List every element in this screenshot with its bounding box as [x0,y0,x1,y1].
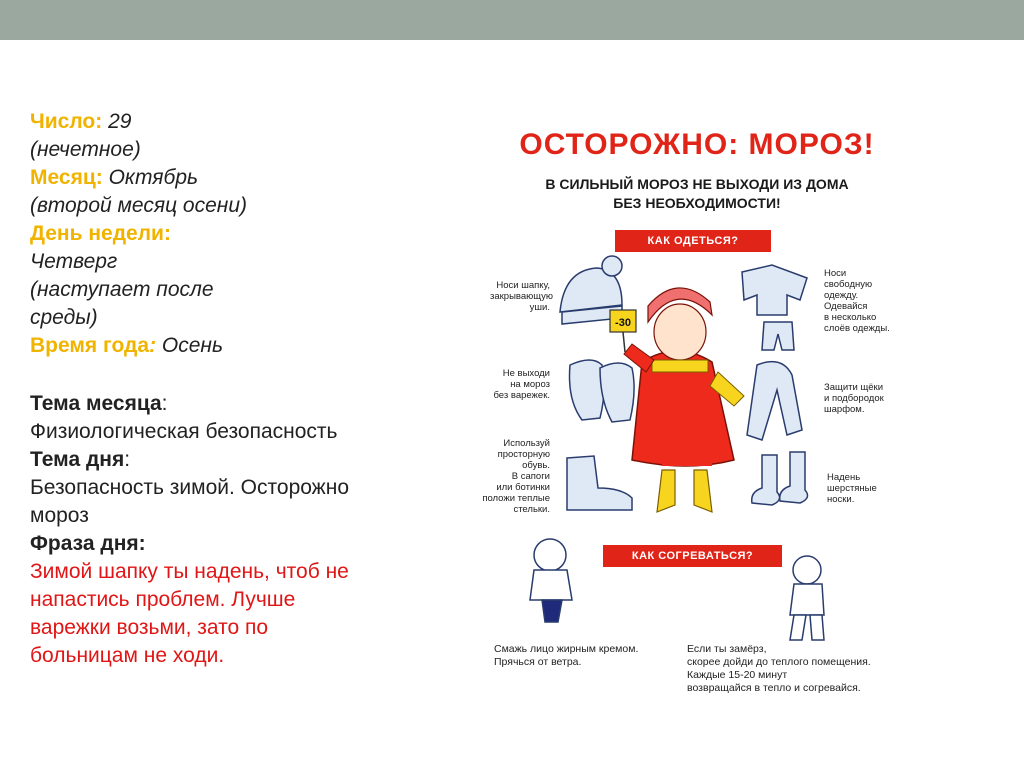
hat-note-2: закрывающую [490,291,554,302]
clothes-note-2: свободную [824,279,873,290]
shoes-note [482,438,550,515]
phrase-line-4: больницам не ходи. [30,644,225,667]
month-theme-value: Физиологическая безопасность [30,420,338,443]
info-panel [30,108,430,670]
clothes-note-5: в несколько [824,312,877,323]
shoes-note-1: Используй [503,438,550,449]
clothes-note [824,268,904,334]
clothes-note-3: одежду. [824,290,859,301]
kid-warm-illustration [790,556,824,640]
phrase-label: Фраза дня: [30,532,146,555]
scarf-note [824,382,904,415]
shoes-note-4: В сапоги [511,471,550,482]
shoes-note-5: или ботинки [496,482,550,493]
warm-note-4: возвращайся в тепло и согревайся. [687,682,861,694]
hat-note [490,280,554,313]
weekday-label: День недели: [30,222,171,245]
shoes-note-7: стельки. [513,504,550,515]
day-theme-colon: : [124,448,131,471]
day-theme-value-1: Безопасность зимой. Осторожно [30,476,350,499]
day-theme-line [30,446,430,474]
month-theme-label: Тема месяца [30,392,162,415]
mittens-icon [570,360,635,422]
hat-note-3: уши. [529,302,550,313]
cream-note-2: Прячься от ветра. [494,656,582,668]
spacer [30,360,430,390]
socks-icon [752,452,808,505]
cream-note [494,643,674,669]
scarf-icon [747,362,802,440]
season-line [30,332,430,360]
phrase-line-2: напастись проблем. Лучше [30,588,296,611]
top-bar [0,0,1024,40]
clothes-note-6: слоёв одежды. [824,323,890,334]
mittens-note-3: без варежек. [493,390,550,401]
hat-note-1: Носи шапку, [496,280,550,291]
scarf-note-1: Защити щёки [824,382,884,393]
socks-note-2: шерстяные [827,483,877,494]
phrase-line-1: Зимой шапку ты надень, чтоб не [30,560,349,583]
poster-subtitle-2: БЕЗ НЕОБХОДИМОСТИ! [613,195,781,211]
shoes-note-6: положи теплые [482,493,550,504]
month-label: Месяц: [30,166,103,189]
shoes-note-2: просторную [497,449,550,460]
boot-icon [567,456,632,510]
month-theme-colon: : [161,392,168,415]
clothes-note-4: Одевайся [824,301,868,312]
season-colon: : [149,334,157,357]
socks-note [827,472,905,505]
weekday-note-1: (наступает после [30,278,214,301]
weekday-note-2: среды) [30,306,98,329]
shoes-note-3: обувь. [522,460,550,471]
number-value: 29 [102,110,132,133]
number-label: Число: [30,110,103,133]
ribbon-how-to-dress: КАК ОДЕТЬСЯ? [627,230,759,252]
socks-note-3: носки. [827,494,855,505]
warm-note [687,643,912,695]
day-theme-label: Тема дня [30,448,125,471]
month-note: (второй месяц осени) [30,194,248,217]
weekday-value: Четверг [30,250,118,273]
frost-poster [472,100,915,720]
warm-note-3: Каждые 15-20 минут [687,669,788,681]
month-value: Октябрь [102,166,199,189]
mittens-note-2: на мороз [510,379,550,390]
sign-label: -30 [615,317,631,329]
ribbon-how-to-warm: КАК СОГРЕВАТЬСЯ? [615,545,770,567]
number-note: (нечетное) [30,138,141,161]
phrase-line-3: варежки возьми, зато по [30,616,269,639]
kid-cream-illustration [530,539,572,622]
day-theme-value-2: мороз [30,504,89,527]
girl-illustration [624,288,744,512]
number-line [30,108,430,136]
socks-note-1: Надень [827,472,861,483]
warm-note-2: скорее дойди до теплого помещения. [687,656,871,668]
cream-note-1: Смажь лицо жирным кремом. [494,643,639,655]
scarf-note-2: и подбородок [824,393,884,404]
season-value: Осень [156,334,224,357]
sweater-icon [742,265,807,350]
poster-title: ОСТОРОЖНО: МОРОЗ! [519,128,875,161]
scarf-note-3: шарфом. [824,404,865,415]
clothes-note-1: Носи [824,268,847,279]
mittens-note [490,368,550,401]
mittens-note-1: Не выходи [502,368,550,379]
month-line [30,164,430,192]
warm-note-1: Если ты замёрз, [687,643,767,655]
season-label: Время года [30,334,150,357]
month-theme-line [30,390,430,418]
poster-subtitle-1: В СИЛЬНЫЙ МОРОЗ НЕ ВЫХОДИ ИЗ ДОМА [545,176,849,192]
